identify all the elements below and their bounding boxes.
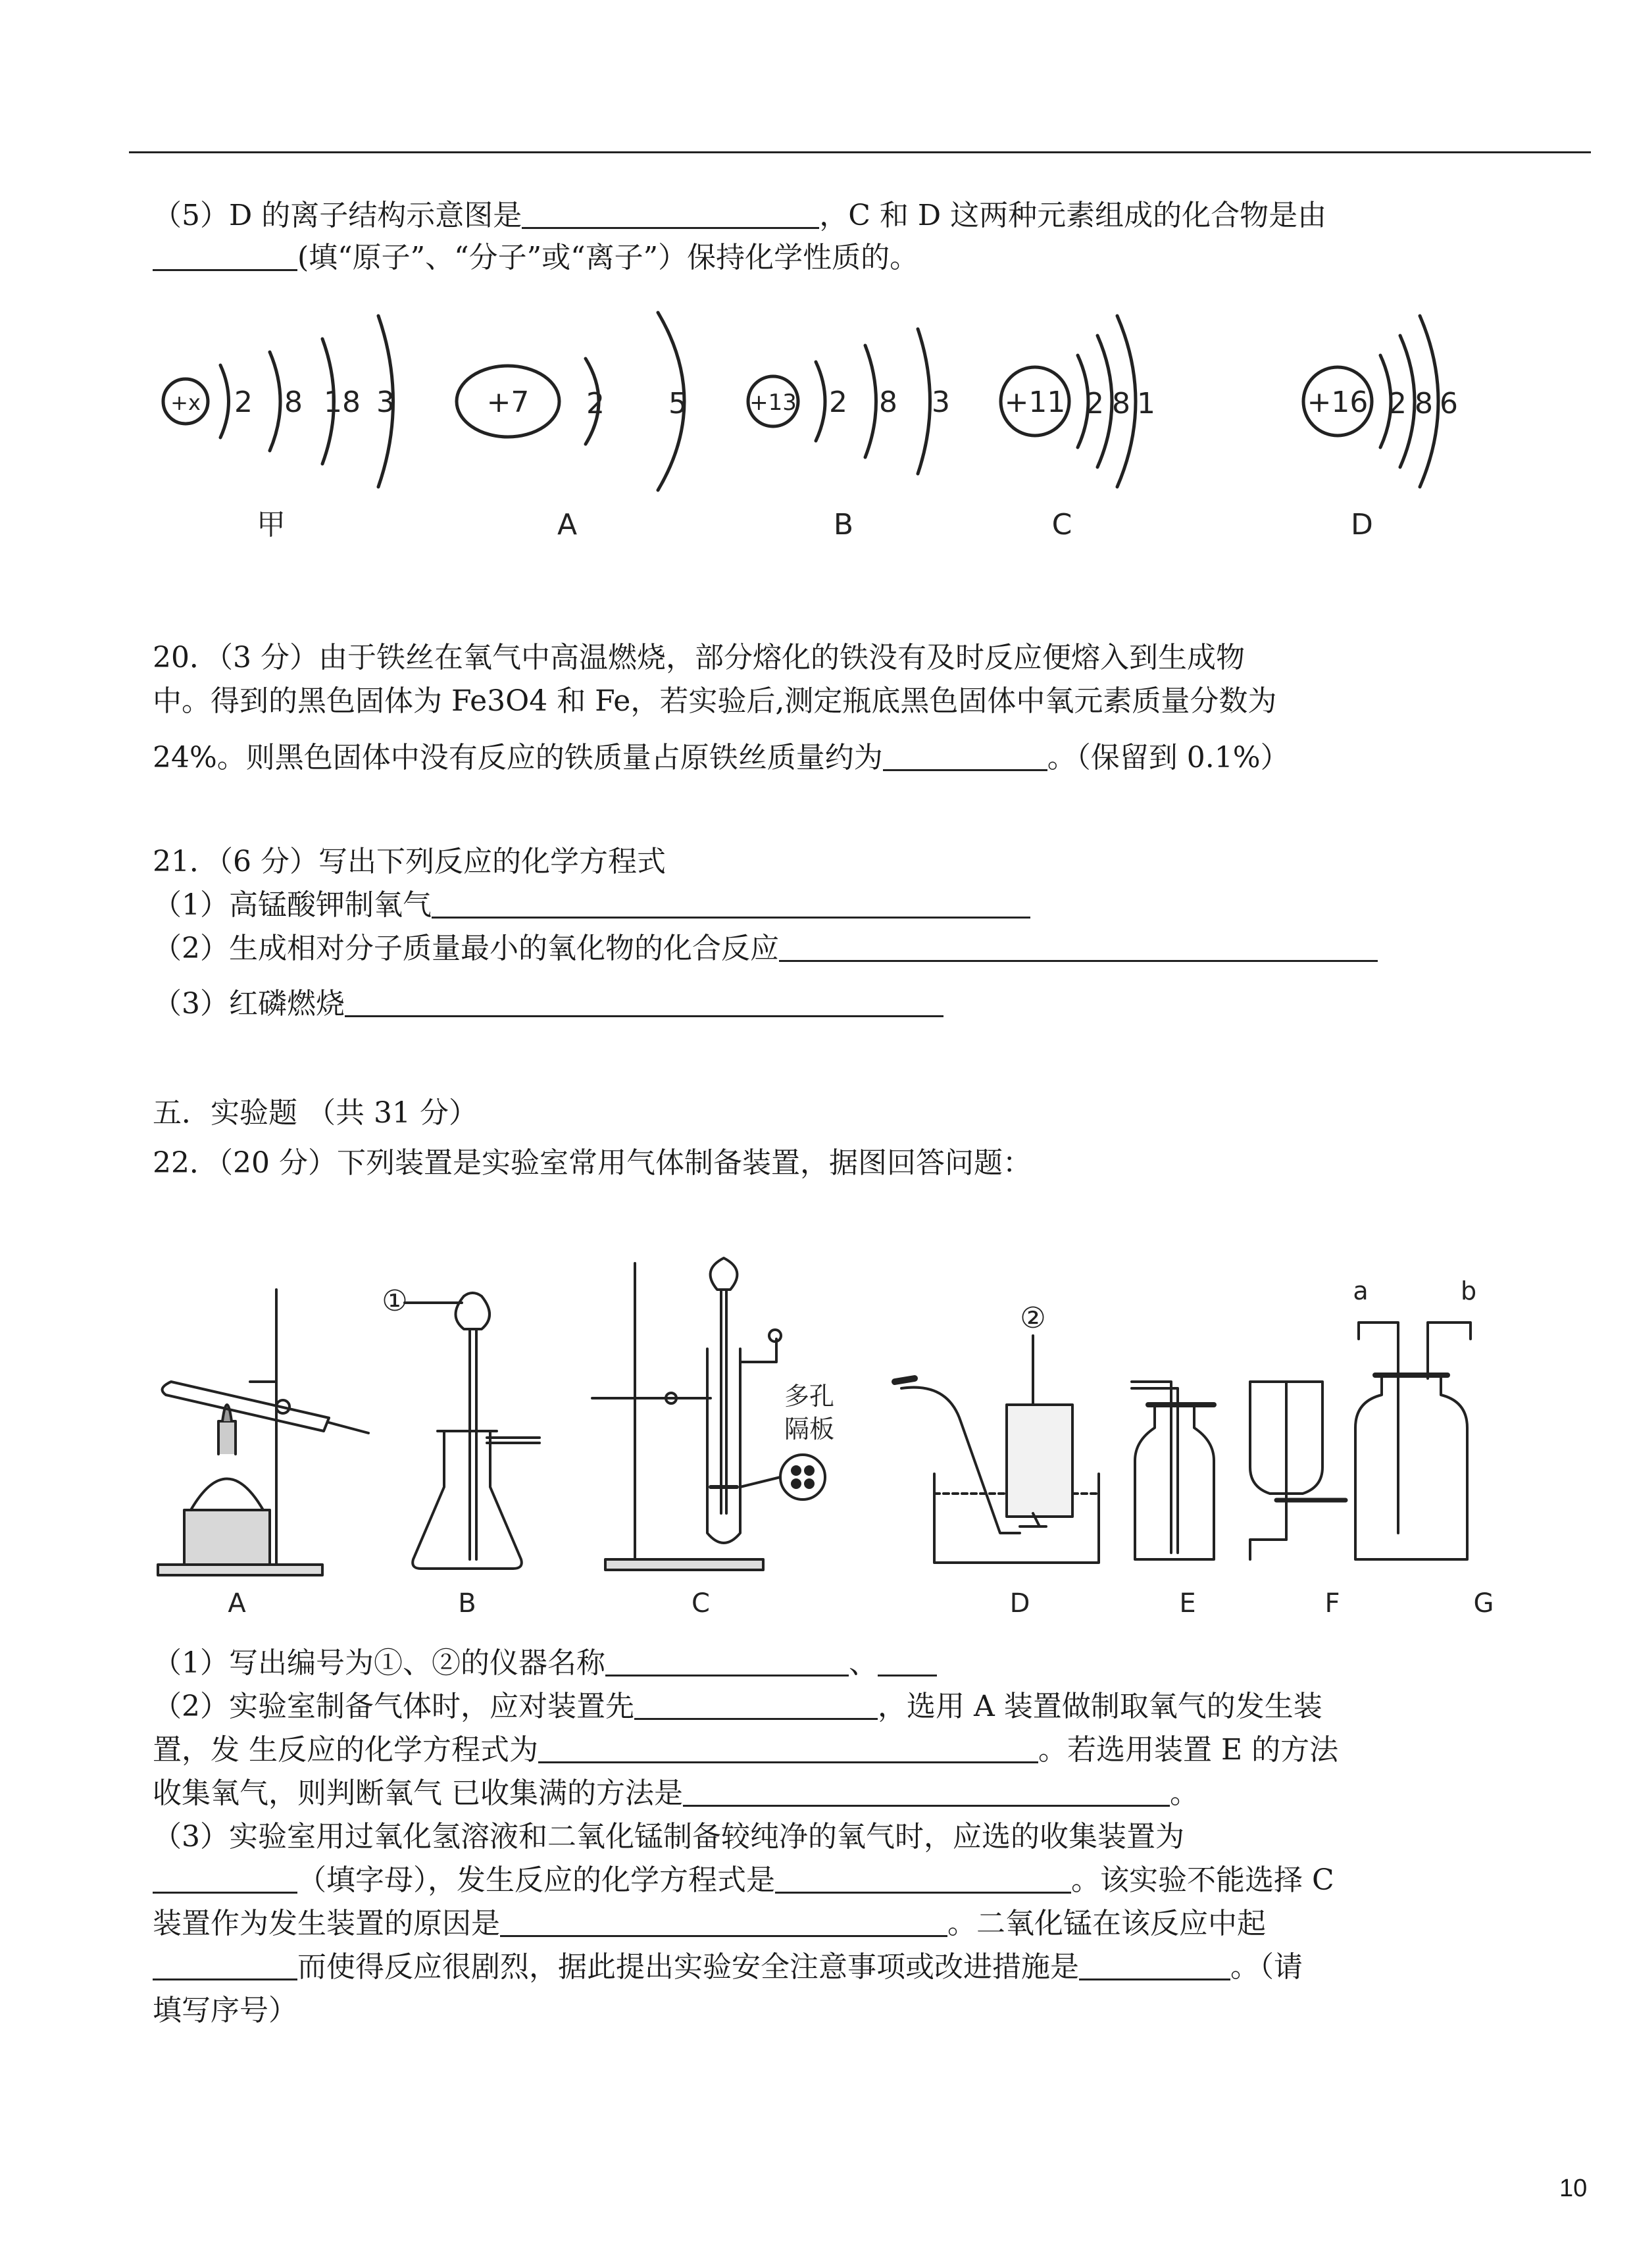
page-number: 10 [1559,2175,1588,2202]
header-rule [129,151,1591,153]
answer-blank[interactable] [605,1644,849,1676]
shell-count: 18 [324,386,361,419]
nucleus-charge: +11 [1004,386,1066,419]
apparatus-e [1132,1382,1214,1559]
shell-count: 8 [879,386,897,419]
shell-count: 6 [1440,387,1458,420]
answer-blank[interactable] [153,239,297,271]
answer-blank[interactable] [153,1861,297,1894]
q22-part3-line2: （填字母），发生反应的化学方程式是 。该实验不能选择 C [153,1861,1334,1900]
plate-label: 隔板 [784,1415,835,1444]
q21-item1: （1）高锰酸钾制氧气 [153,886,1030,925]
marker-1: ① [382,1284,408,1318]
shell-count: 2 [829,386,847,419]
shell-count: 5 [668,387,687,420]
q20-line3: 24%。则黑色固体中没有反应的铁质量占原铁丝质量约为 。（保留到 0.1%） [153,738,1290,778]
apparatus-label: G [1473,1588,1494,1619]
q22-part3-line3: 装置作为发生装置的原因是 。二氧化锰在该反应中起 [153,1904,1266,1944]
atom-structure-figure [145,290,1474,566]
nucleus-charge: +13 [749,390,797,416]
apparatus-f [1250,1382,1346,1559]
shell-count: 2 [234,386,253,419]
atom-label: A [557,508,578,542]
answer-blank[interactable] [153,1948,297,1980]
answer-blank[interactable] [538,1731,1038,1763]
shell-count: 8 [1415,387,1433,420]
answer-blank[interactable] [500,1905,947,1937]
atom-label: 甲 [257,508,286,542]
atom-label: D [1351,508,1373,542]
atom-label: C [1051,508,1072,542]
q21-item3: （3）红磷燃烧 [153,984,943,1024]
apparatus-figure [145,1250,1579,1619]
apparatus-label: B [458,1588,476,1619]
apparatus-d [895,1336,1099,1563]
answer-blank[interactable] [878,1644,937,1676]
answer-blank[interactable] [432,886,1030,919]
answer-blank[interactable] [634,1688,878,1720]
section-heading: 五．实验题 （共 31 分） [153,1096,478,1130]
marker-2: ② [1020,1301,1046,1335]
pipe-label: b [1460,1276,1477,1305]
answer-blank[interactable] [683,1775,1170,1807]
q22-part2-line1: （2）实验室制备气体时，应对装置先 ，选用 A 装置做制取氧气的发生装 [153,1687,1322,1726]
atom-label: B [833,508,854,542]
apparatus-label: E [1179,1588,1196,1619]
apparatus-label: F [1324,1588,1340,1619]
q22-part3-line1: （3）实验室用过氧化氢溶液和二氧化锰制备较纯净的氧气时，应选的收集装置为 [153,1820,1184,1853]
q19-5-line1: （5）D 的离子结构示意图是 ，C 和 D 这两种元素组成的化合物是由 [153,196,1326,236]
apparatus-g [1355,1323,1471,1559]
q22-part2-line3: 收集氧气，则判断氧气 已收集满的方法是 。 [153,1774,1199,1813]
q22-part3-line5: 填写序号） [153,1994,297,2027]
shell-count: 1 [1137,387,1155,420]
shell-count: 3 [376,386,395,419]
q20-line2: 中。得到的黑色固体为 Fe3O4 和 Fe，若实验后,测定瓶底黑色固体中氧元素质量分数为 [153,684,1277,718]
answer-blank[interactable] [775,1861,1071,1894]
nucleus-charge: +16 [1307,386,1369,419]
shell-count: 2 [586,387,605,420]
pipe-label: a [1353,1276,1369,1305]
nucleus-charge: +7 [486,386,530,419]
plate-label: 多孔 [784,1382,835,1411]
answer-blank[interactable] [779,930,1378,962]
q19-5-line2: (填“原子”、“分子”或“离子”）保持化学性质的。 [153,238,918,278]
apparatus-label: C [692,1588,710,1619]
q22-part3-line4: 而使得反应很剧烈，据此提出实验安全注意事项或改进措施是 。（请 [153,1948,1303,1987]
shell-count: 8 [1112,387,1130,420]
shell-count: 3 [932,386,950,419]
shell-count: 8 [284,386,303,419]
apparatus-a [158,1290,368,1575]
q22-part2-line2: 置，发 生反应的化学方程式为 。若选用装置 E 的方法 [153,1730,1338,1770]
apparatus-label: A [228,1588,246,1619]
answer-blank[interactable] [345,985,943,1017]
answer-blank[interactable] [522,197,819,229]
q22-title: 22．（20 分）下列装置是实验室常用气体制备装置，据图回答问题： [153,1146,1032,1180]
q21-title: 21．（6 分）写出下列反应的化学方程式 [153,845,666,878]
shell-count: 2 [1388,387,1407,420]
q22-part1: （1）写出编号为①、②的仪器名称 、 [153,1644,937,1683]
apparatus-c [592,1258,825,1570]
answer-blank[interactable] [883,739,1047,771]
q20-line1: 20．（3 分）由于铁丝在氧气中高温燃烧，部分熔化的铁没有及时反应便熔入到生成物 [153,641,1245,674]
q21-item2: （2）生成相对分子质量最小的氧化物的化合反应 [153,929,1378,969]
answer-blank[interactable] [1079,1948,1230,1980]
apparatus-label: D [1009,1588,1030,1619]
shell-count: 2 [1086,387,1104,420]
nucleus-charge: +x [170,390,201,415]
apparatus-b [405,1293,540,1569]
